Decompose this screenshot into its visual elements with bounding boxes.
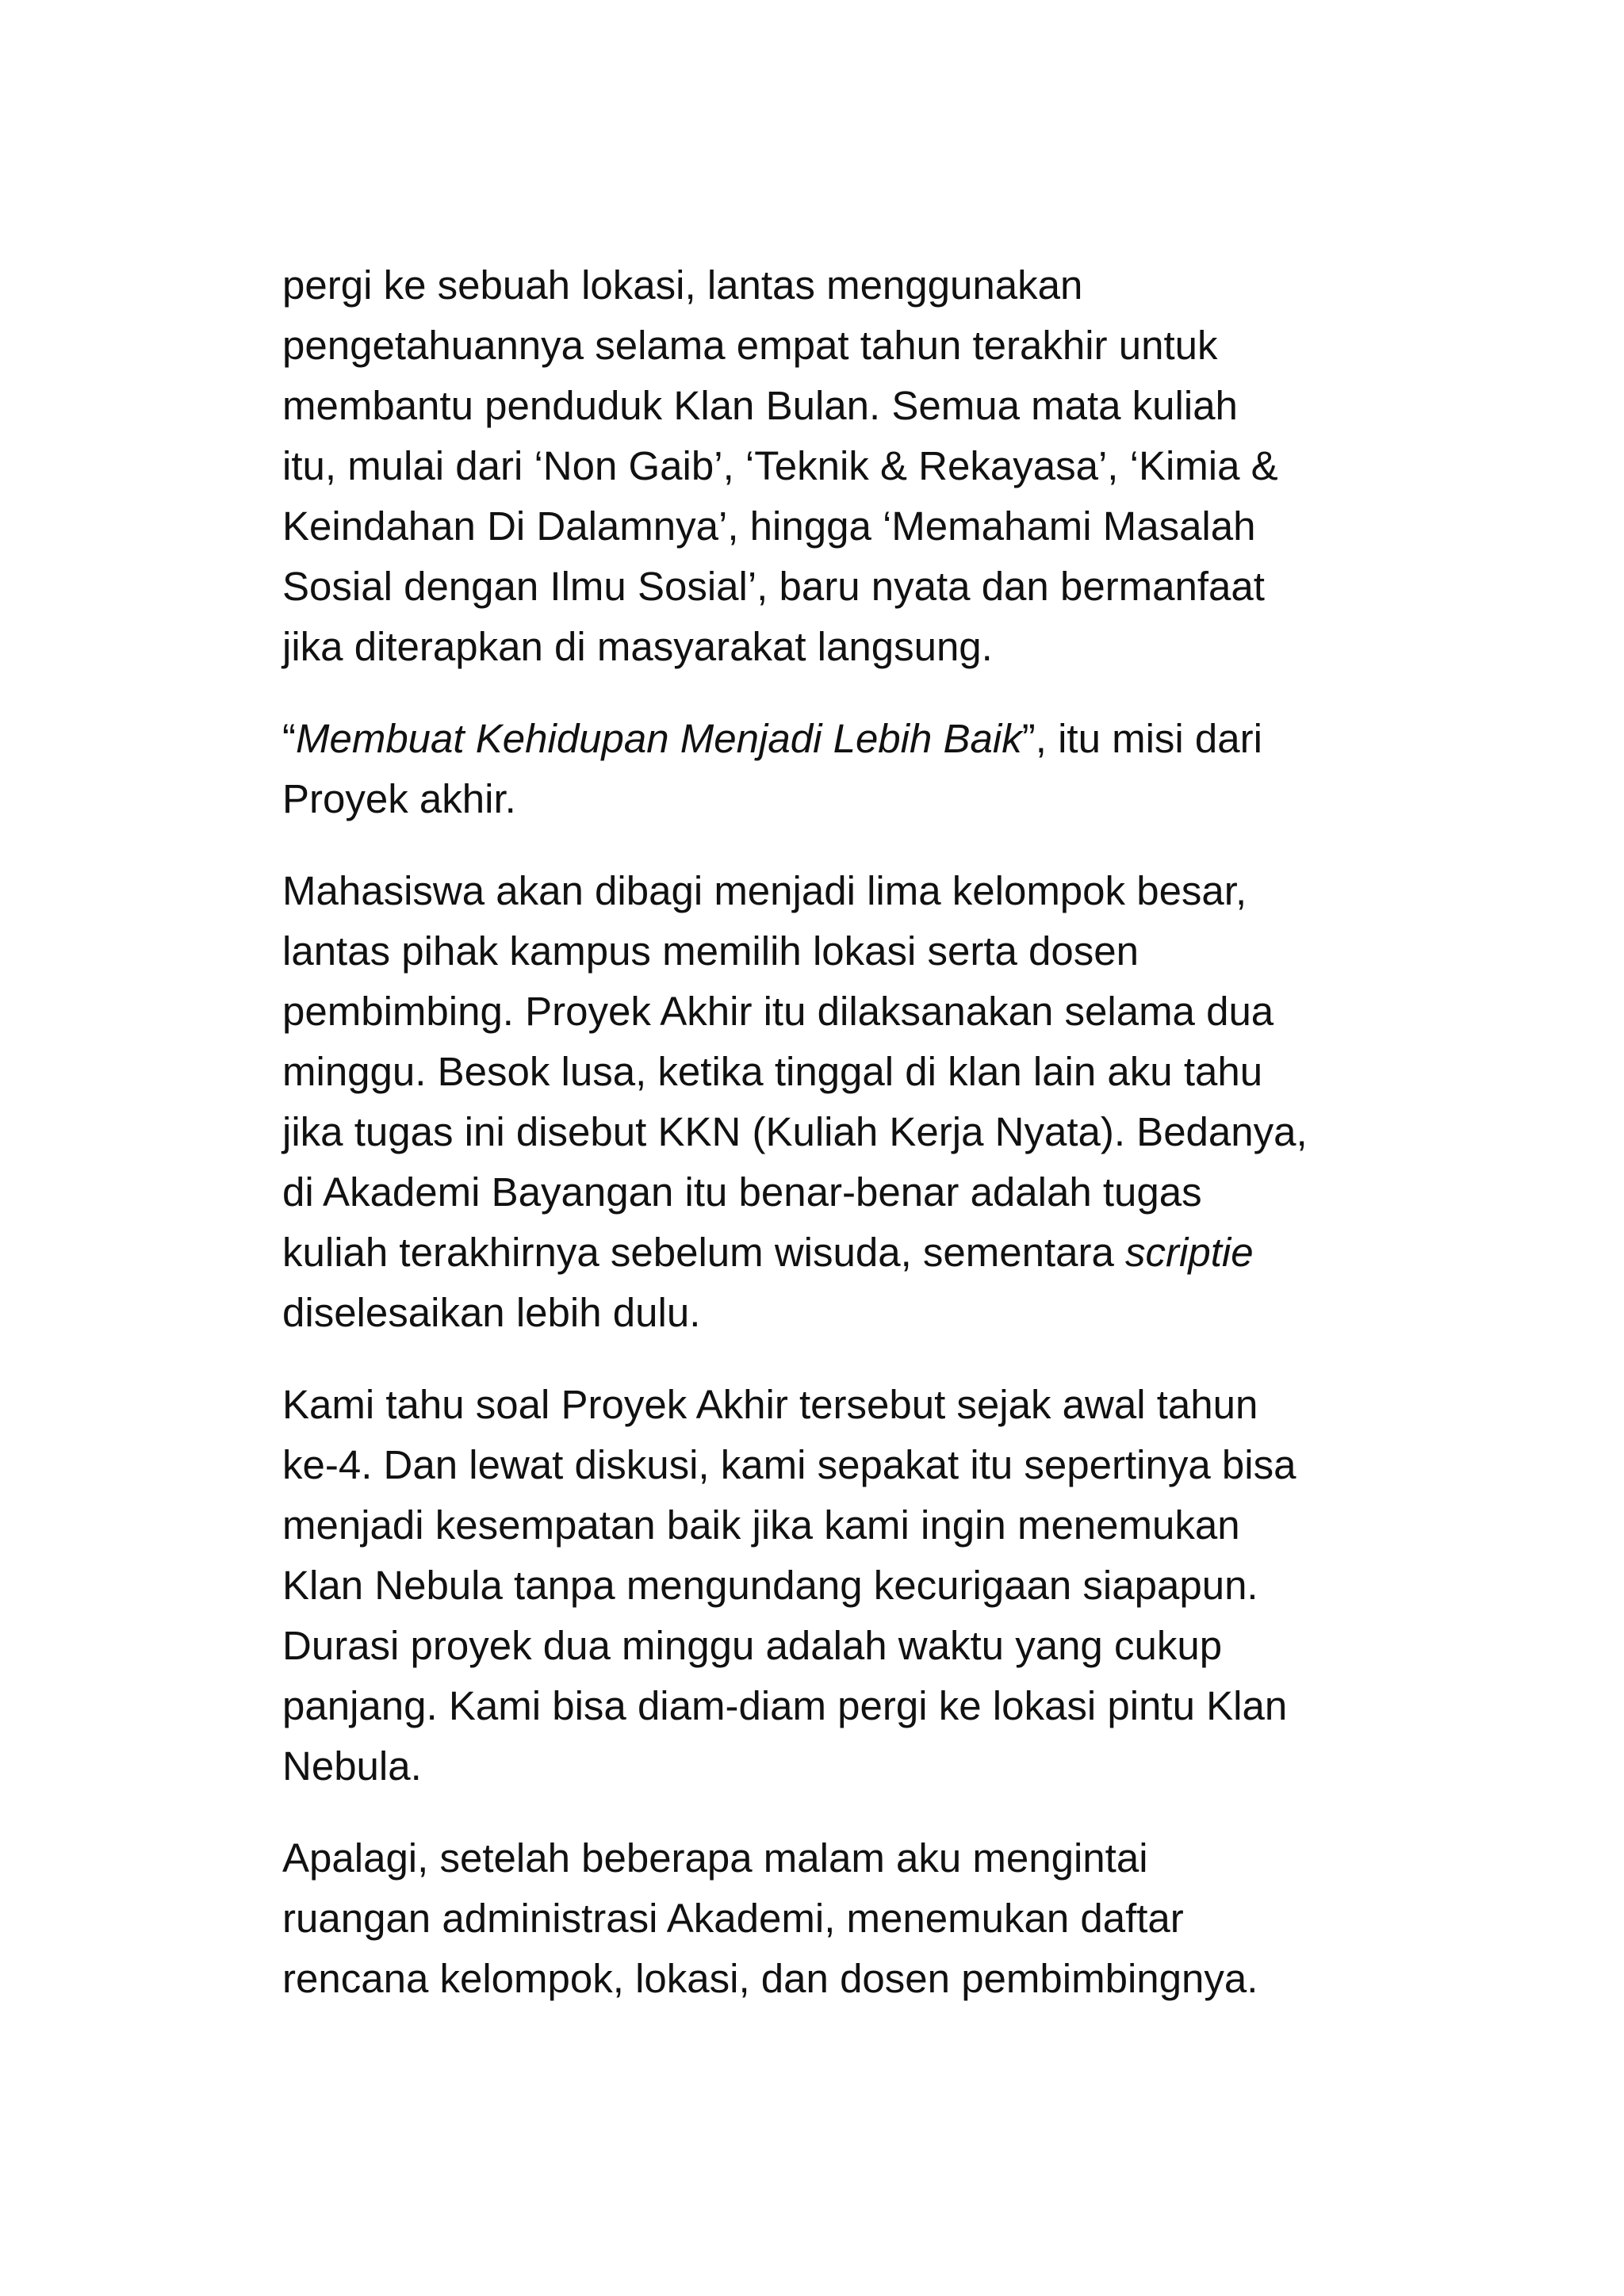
text-run: jika diterapkan di masyarakat langsung. (282, 624, 993, 669)
text-line (282, 496, 1353, 557)
italic-text: Membuat Kehidupan Menjadi Lebih Baik (295, 716, 1022, 761)
text-run: kuliah terakhirnya sebelum wisuda, sementara (282, 1230, 1126, 1275)
text-line (282, 709, 1353, 769)
text-run: ”, itu misi dari (1021, 716, 1262, 761)
text-line (282, 1556, 1353, 1616)
text-line (282, 557, 1353, 617)
text-line (282, 1375, 1353, 1435)
text-line (282, 376, 1353, 436)
text-run: diselesaikan lebih dulu. (282, 1290, 701, 1335)
text-line (282, 316, 1353, 376)
text-run: minggu. Besok lusa, ketika tinggal di klan lain aku tahu (282, 1049, 1263, 1094)
text-run: rencana kelompok, lokasi, dan dosen pembimbingnya. (282, 1956, 1258, 2001)
text-line (282, 861, 1353, 921)
italic-text: scriptie (1125, 1230, 1254, 1275)
text-line (282, 1495, 1353, 1556)
text-run: itu, mulai dari ‘Non Gaib’, ‘Teknik & Rekayasa’, ‘Kimia & (282, 443, 1278, 488)
text-run: Durasi proyek dua minggu adalah waktu yang cukup (282, 1623, 1223, 1668)
paragraph (282, 1375, 1353, 1797)
text-run: pengetahuannya selama empat tahun terakhir untuk (282, 323, 1218, 368)
text-line (282, 1736, 1353, 1797)
text-run: ruangan administrasi Akademi, menemukan daftar (282, 1896, 1184, 1941)
text-run: lantas pihak kampus memilih lokasi serta dosen (282, 928, 1139, 974)
text-run: Nebula. (282, 1743, 422, 1789)
text-run: menjadi kesempatan baik jika kami ingin menemukan (282, 1502, 1240, 1548)
text-line (282, 1435, 1353, 1495)
text-run: ke-4. Dan lewat diskusi, kami sepakat itu sepertinya bisa (282, 1442, 1297, 1487)
text-run: di Akademi Bayangan itu benar-benar adalah tugas (282, 1169, 1202, 1215)
text-line (282, 255, 1353, 316)
text-run: “ (282, 716, 296, 761)
text-run: pergi ke sebuah lokasi, lantas menggunakan (282, 262, 1083, 308)
text-run: Mahasiswa akan dibagi menjadi lima kelompok besar, (282, 868, 1247, 913)
paragraph (282, 255, 1353, 677)
text-run: membantu penduduk Klan Bulan. Semua mata kuliah (282, 383, 1238, 428)
text-line (282, 982, 1353, 1042)
paragraph (282, 709, 1353, 829)
text-line (282, 1949, 1353, 2009)
text-line (282, 436, 1353, 496)
text-line (282, 921, 1353, 982)
text-line (282, 1283, 1353, 1343)
text-line (282, 1676, 1353, 1736)
text-run: Sosial dengan Ilmu Sosial’, baru nyata dan bermanfaat (282, 564, 1265, 609)
text-line (282, 1888, 1353, 1949)
text-line (282, 617, 1353, 677)
text-run: Kami tahu soal Proyek Akhir tersebut sejak awal tahun (282, 1382, 1258, 1427)
paragraph (282, 861, 1353, 1343)
text-run: panjang. Kami bisa diam-diam pergi ke lokasi pintu Klan (282, 1683, 1288, 1728)
text-line (282, 1616, 1353, 1676)
text-run: Klan Nebula tanpa mengundang kecurigaan siapapun. (282, 1563, 1258, 1608)
body-text (282, 255, 1353, 2041)
text-line (282, 769, 1353, 829)
text-run: jika tugas ini disebut KKN (Kuliah Kerja Nyata). Bedanya, (282, 1109, 1308, 1154)
text-run: Proyek akhir. (282, 776, 516, 821)
text-line (282, 1828, 1353, 1888)
text-run: pembimbing. Proyek Akhir itu dilaksanakan selama dua (282, 989, 1274, 1034)
text-line (282, 1042, 1353, 1102)
text-run: Apalagi, setelah beberapa malam aku mengintai (282, 1835, 1148, 1881)
text-line (282, 1102, 1353, 1162)
paragraph (282, 1828, 1353, 2009)
text-line (282, 1223, 1353, 1283)
text-run: Keindahan Di Dalamnya’, hingga ‘Memahami Masalah (282, 503, 1256, 549)
text-line (282, 1162, 1353, 1223)
